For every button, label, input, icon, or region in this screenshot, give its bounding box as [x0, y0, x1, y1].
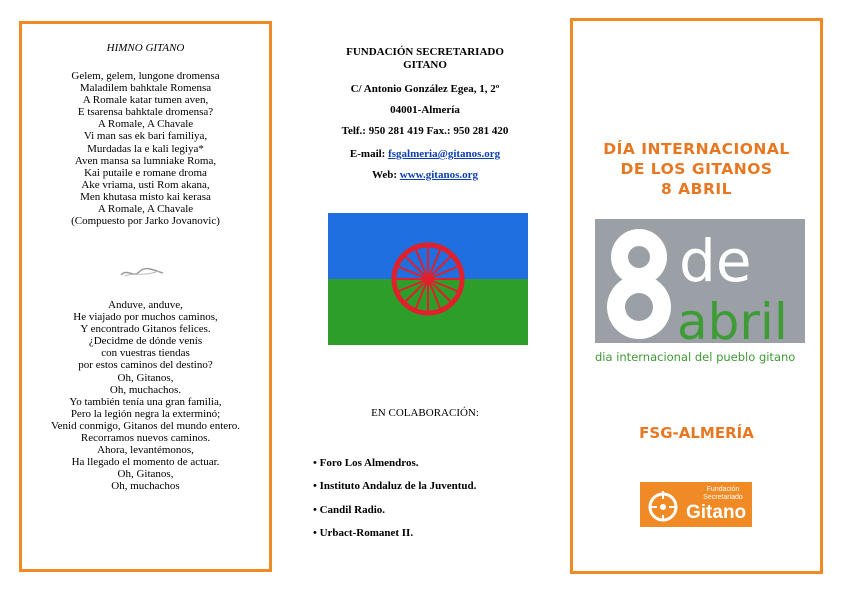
cover-title	[573, 139, 820, 199]
poem-line: Maladilem bahktale Romensa	[79, 82, 212, 95]
flourish-ornament	[119, 267, 165, 279]
poem-line: con vuestras tiendas	[101, 347, 190, 360]
poem-line: Ahora, levantémonos,	[97, 444, 194, 457]
wheel-icon	[643, 485, 683, 525]
fsg-almeria-label: FSG-ALMERÍA	[639, 424, 754, 442]
web-label: Web:	[371, 169, 400, 181]
collab-item: • Urbact-Romanet II.	[313, 526, 414, 539]
poem-line: A Romale katar tumen aven,	[82, 94, 209, 107]
logo-de-text: de	[679, 227, 752, 295]
fsg-logo-name: Gitano	[686, 502, 747, 523]
poem-line: Yo también tenía una gran familia,	[69, 395, 222, 408]
cover-title-line: DE LOS GITANOS	[620, 160, 773, 178]
poem-line: Gelem, gelem, lungone dromensa	[71, 70, 220, 82]
romani-flag-image	[328, 213, 528, 345]
poem-line: Men khutasa misto kai kerasa	[80, 190, 211, 203]
fsg-logo	[640, 482, 752, 527]
org-name	[300, 46, 550, 72]
address: C/ Antonio González Egea, 1, 2º	[350, 83, 500, 95]
cover-title-line: DÍA INTERNACIONAL	[603, 140, 790, 158]
poem-line: A Romale, A Chavale	[97, 118, 194, 131]
fsg-logo-small-line: Fundación	[706, 486, 740, 493]
poem-line: He viajado por muchos caminos,	[73, 311, 218, 324]
poem-line: Oh, Gitanos,	[117, 371, 174, 384]
cover-title-line: 8 ABRIL	[660, 180, 733, 198]
org-name-line2: GITANO	[403, 59, 447, 71]
hymn-panel	[19, 21, 272, 572]
poem-line: E tsarensa bahktale dromensa?	[77, 106, 214, 119]
poem-line: Vi man sas ek bari familiya,	[83, 130, 208, 143]
poem-line: Oh, muchachos.	[109, 383, 182, 396]
phones: Telf.: 950 281 419 Fax.: 950 281 420	[341, 125, 509, 137]
web-link[interactable]: www.gitanos.org	[399, 169, 479, 181]
fsg-logo-small-line: Secretariado	[703, 494, 743, 501]
email-line	[300, 148, 550, 160]
poem-stanza-romani	[22, 70, 269, 227]
poem-line: Oh, muchachos	[111, 480, 180, 493]
poem-line: Ake vriama, usti Rom akana,	[81, 178, 210, 191]
collab-item: • Foro Los Almendros.	[313, 457, 419, 469]
org-name-line1: FUNDACIÓN SECRETARIADO	[346, 46, 504, 58]
poem-line: (Compuesto por Jarko Jovanovic)	[71, 215, 220, 228]
collab-heading: EN COLABORACIÓN:	[371, 407, 479, 419]
web-line	[300, 169, 550, 181]
poem-line: Oh, Gitanos,	[117, 468, 174, 481]
poem-line: Ha llegado el momento de actuar.	[71, 456, 220, 469]
logo-caption: dia internacional del pueblo gitano	[595, 350, 796, 364]
8-de-abril-logo	[595, 219, 805, 367]
poem-line: Aven mansa sa lumniake Roma,	[74, 154, 217, 167]
poem-stanza-spanish	[22, 299, 269, 493]
logo-abril-text: abril	[677, 293, 788, 351]
email-label: E-mail:	[349, 148, 389, 160]
poem-line: Kai putaile e romane droma	[84, 166, 207, 179]
fsg-logo-small	[698, 486, 748, 502]
collab-list	[313, 452, 476, 545]
poem-line: Anduve, anduve,	[108, 299, 183, 311]
poem-line: Recorramos nuevos caminos.	[80, 432, 211, 445]
poem-line: por estos caminos del destino?	[78, 359, 213, 372]
poem-line: A Romale, A Chavale	[97, 203, 194, 216]
poem-line: Y encontrado Gitanos felices.	[80, 323, 211, 336]
poem-line: Venid conmigo, Gitanos del mundo entero.	[50, 419, 241, 432]
email-link[interactable]: fsgalmeria@gitanos.org	[388, 148, 501, 160]
poem-line: Pero la legión negra la exterminó;	[70, 407, 221, 420]
collab-item: • Candil Radio.	[313, 503, 386, 516]
poem-line: ¿Decidme de dónde venís	[88, 335, 203, 348]
collab-item: • Instituto Andaluz de la Juventud.	[313, 480, 477, 493]
poem-line: Murdadas la e kali legiya*	[87, 142, 204, 155]
poem-title: HIMNO GITANO	[106, 42, 185, 54]
cover-panel	[570, 18, 823, 574]
city: 04001-Almería	[390, 104, 460, 116]
